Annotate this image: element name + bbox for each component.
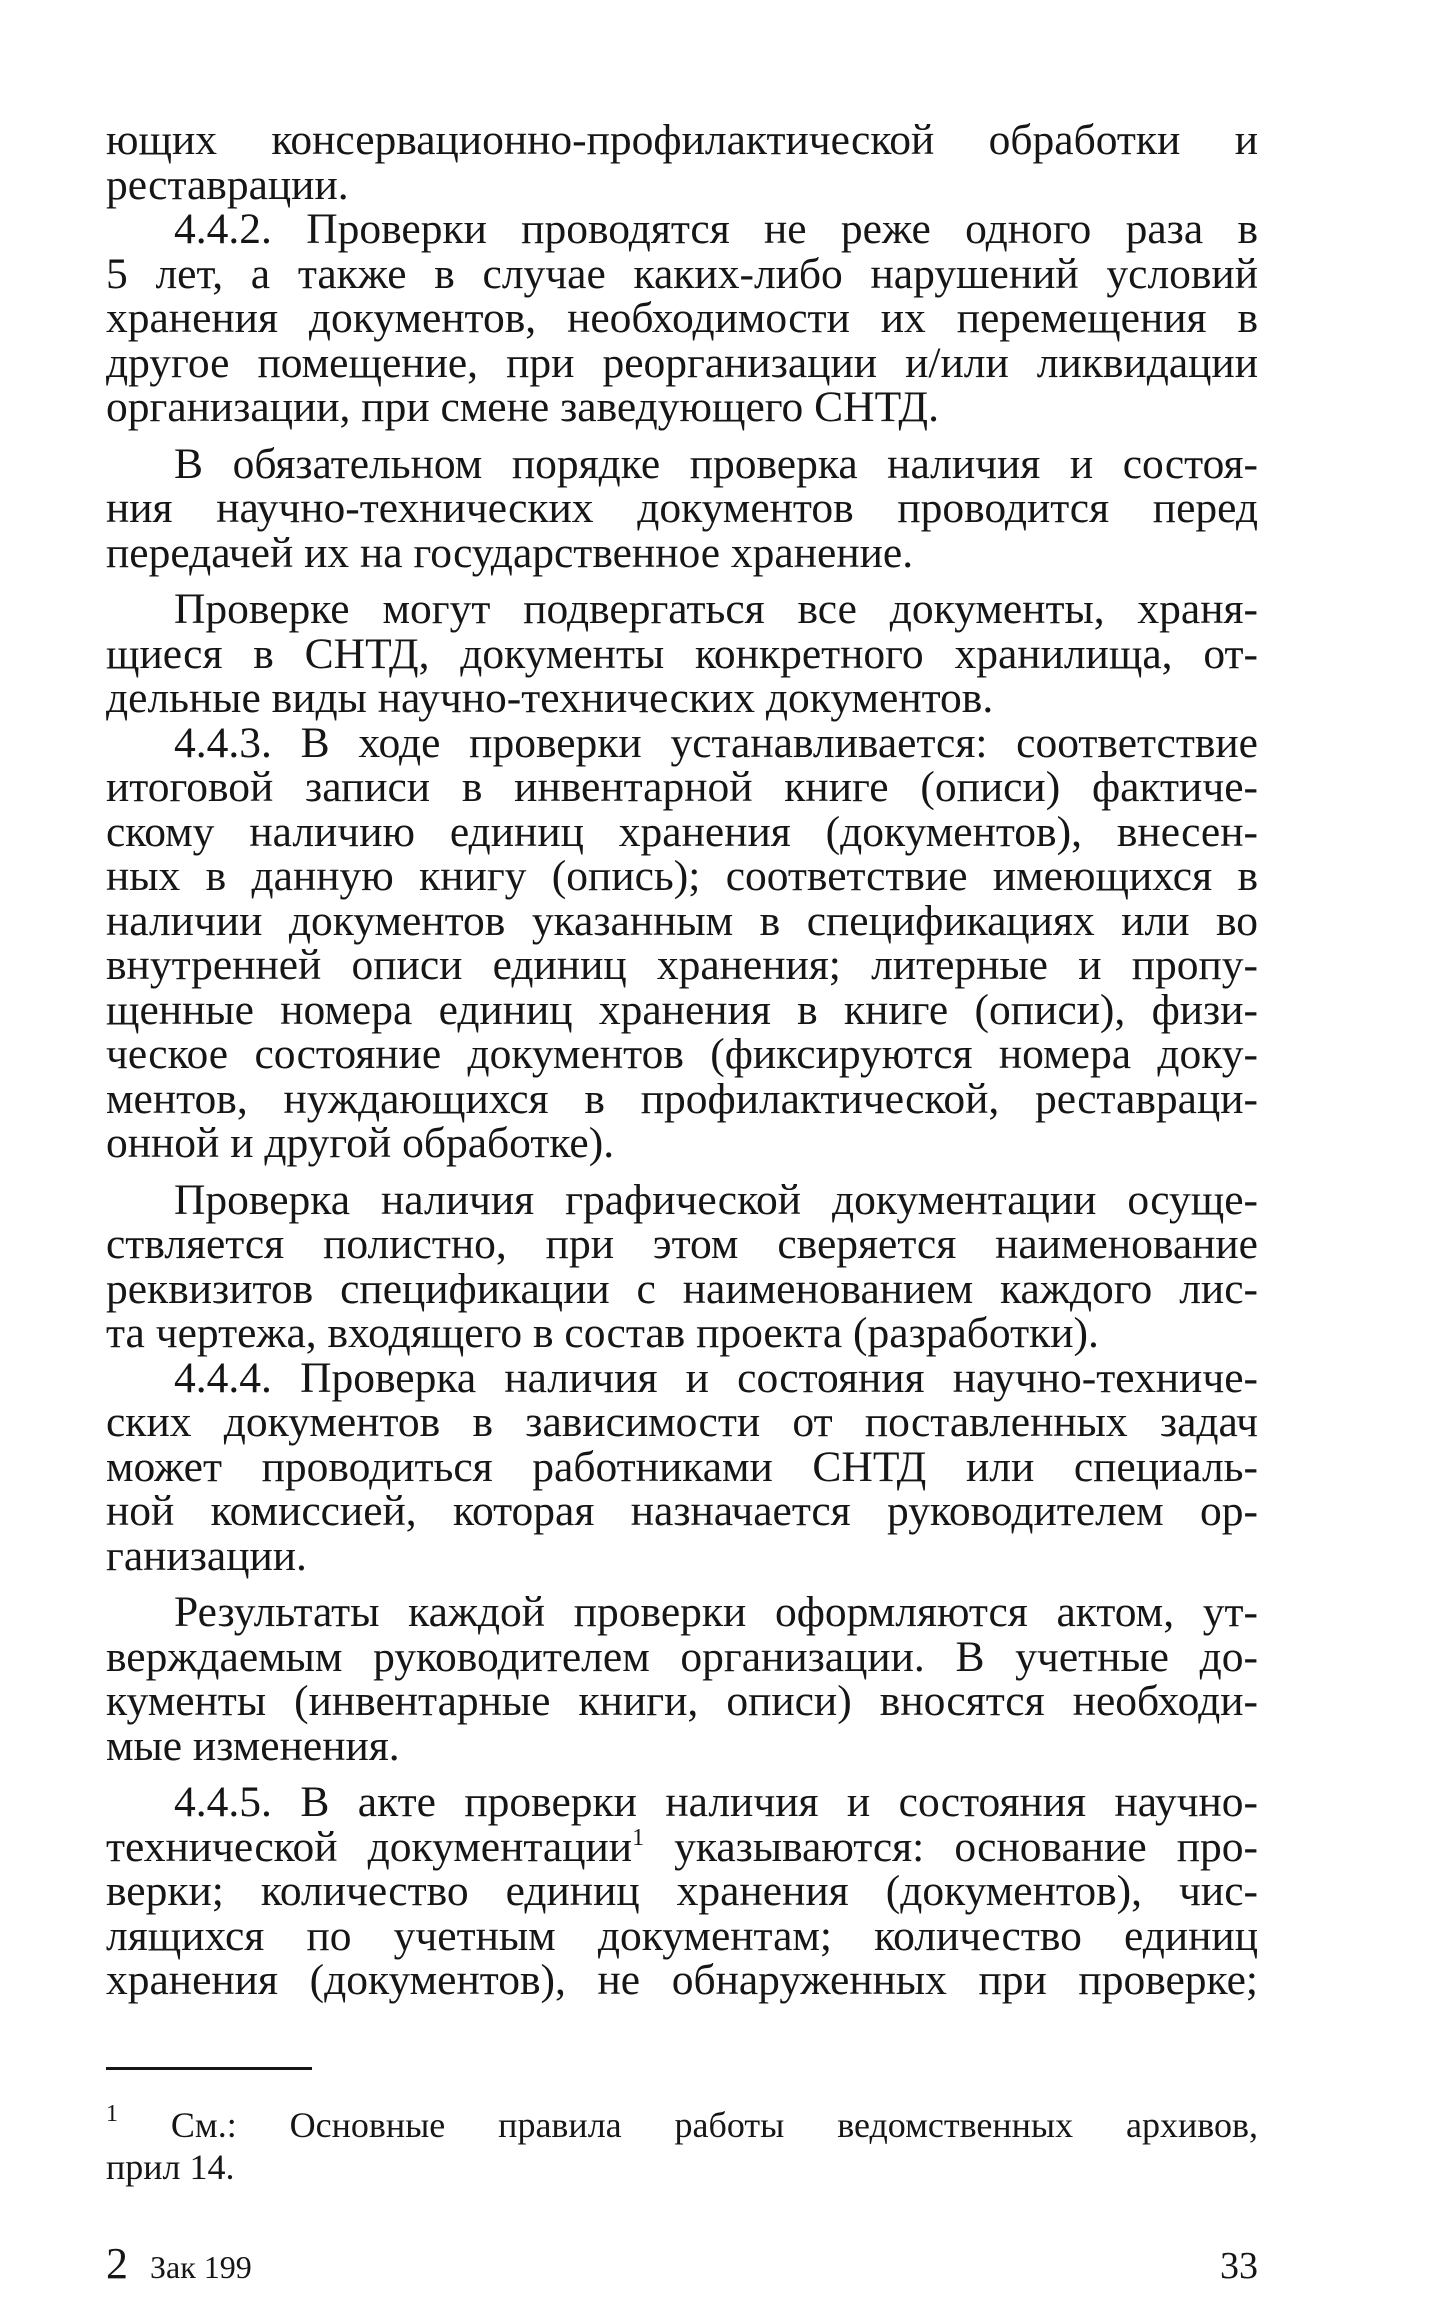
paragraph [106, 439, 1258, 577]
text-line: ментов, нуждающихся в профилактической, реставраци- [106, 1074, 1258, 1123]
footnote-line [106, 2100, 1258, 2146]
text-line: скому наличию единиц хранения (документов), внесен- [106, 807, 1258, 856]
footnote-mark: 1 [106, 2100, 118, 2127]
text-line: 4.4.3. В ходе проверки устанавливается: соответствие [174, 718, 1258, 767]
text-line: та чертежа, входящего в состав проекта (разработки). [106, 1309, 1099, 1357]
text-line: 4.4.4. Проверка наличия и состояния научно-техниче- [174, 1353, 1258, 1402]
text-line: другое помещение, при реорганизации и/или ликвидации [106, 338, 1258, 387]
text-line: реквизитов спецификации с наименованием каждого лис- [106, 1264, 1258, 1313]
text-line: щиеся в СНТД, документы конкретного хранилища, от- [106, 629, 1258, 678]
text-line: ганизации. [106, 1531, 307, 1580]
body-text [106, 118, 1258, 2003]
paragraph [106, 207, 1258, 430]
footnote [106, 2100, 1258, 2188]
text-line: щенные номера единиц хранения в книге (описи), физи- [106, 985, 1258, 1034]
text-line: ния научно-технических документов проводится перед [106, 484, 1258, 532]
footnote-separator [106, 2067, 312, 2070]
text-line: ных в данную книгу (опись); соответствие имеющихся в [106, 852, 1258, 900]
paragraph [106, 118, 1258, 207]
text-line: ствляется полистно, при этом сверяется наименование [106, 1220, 1258, 1268]
text-line: ческое состояние документов (фиксируются номера доку- [106, 1030, 1258, 1078]
text-line: кументы (инвентарные книги, описи) вносятся необходи- [106, 1677, 1258, 1725]
text-line: передачей их на государственное хранение. [106, 528, 914, 577]
paragraph [106, 1175, 1258, 1357]
text-line: Проверке могут подвергаться все документы, храня- [174, 585, 1258, 633]
text-line: организации, при смене заведующего СНТД. [106, 383, 939, 431]
footnote-text: См.: Основные правила работы ведомственных архивов, [118, 2104, 1258, 2145]
paragraph [106, 1353, 1258, 1580]
text-line: онной и другой обработке). [106, 1119, 615, 1167]
text-line-with-footnote [106, 1822, 1258, 1871]
text-line: ной комиссией, которая назначается руководителем ор- [106, 1487, 1258, 1535]
paragraph [106, 587, 1258, 721]
signature-text: Зак 199 [150, 2248, 252, 2285]
text-line: В обязательном порядке проверка наличия и состоя- [174, 439, 1258, 488]
text-line: внутренней описи единиц хранения; литерные и пропу- [106, 941, 1258, 989]
text-line: Проверка наличия графической документации осуще- [174, 1175, 1258, 1224]
document-page [106, 118, 1258, 2289]
signature-number: 2 [106, 2238, 128, 2288]
paragraph [106, 718, 1258, 1167]
text-line: ющих консервационно-профилактической обработки и [106, 116, 1258, 164]
text-line: лящихся по учетным документам; количество единиц [106, 1911, 1258, 1960]
footnote-line: прил 14. [106, 2146, 235, 2187]
text-fragment: технической документации [106, 1822, 633, 1871]
page-number: 33 [1220, 2244, 1258, 2287]
printer-signature [106, 2238, 252, 2289]
text-line: 5 лет, а также в случае каких-либо нарушений условий [106, 249, 1258, 298]
text-line: итоговой записи в инвентарной книге (описи) фактиче- [106, 763, 1258, 811]
paragraph [106, 1780, 1258, 2003]
text-line: хранения (документов), не обнаруженных при проверке; [106, 1956, 1258, 2004]
text-line: 4.4.2. Проверки проводятся не реже одного раза в [174, 205, 1258, 253]
footnote-reference-mark[interactable]: 1 [632, 1824, 645, 1851]
text-line: мые изменения. [106, 1721, 400, 1770]
text-line: Результаты каждой проверки оформляются актом, ут- [174, 1588, 1258, 1636]
text-line: 4.4.5. В акте проверки наличия и состояния научно- [174, 1778, 1258, 1826]
text-line: ских документов в зависимости от поставленных задач [106, 1398, 1258, 1446]
text-line: хранения документов, необходимости их перемещения в [106, 294, 1258, 342]
text-line: реставрации. [106, 160, 349, 209]
text-line: верждаемым руководителем организации. В учетные до- [106, 1632, 1258, 1681]
paragraph [106, 1590, 1258, 1768]
text-line: верки; количество единиц хранения (документов), чис- [106, 1867, 1258, 1915]
text-fragment: указываются: основание про- [644, 1822, 1258, 1871]
text-line: дельные виды научно-технических документов. [106, 674, 994, 722]
text-line: может проводиться работниками СНТД или специаль- [106, 1442, 1258, 1491]
page-footer [106, 2238, 1258, 2289]
text-line: наличии документов указанным в спецификациях или во [106, 896, 1258, 945]
